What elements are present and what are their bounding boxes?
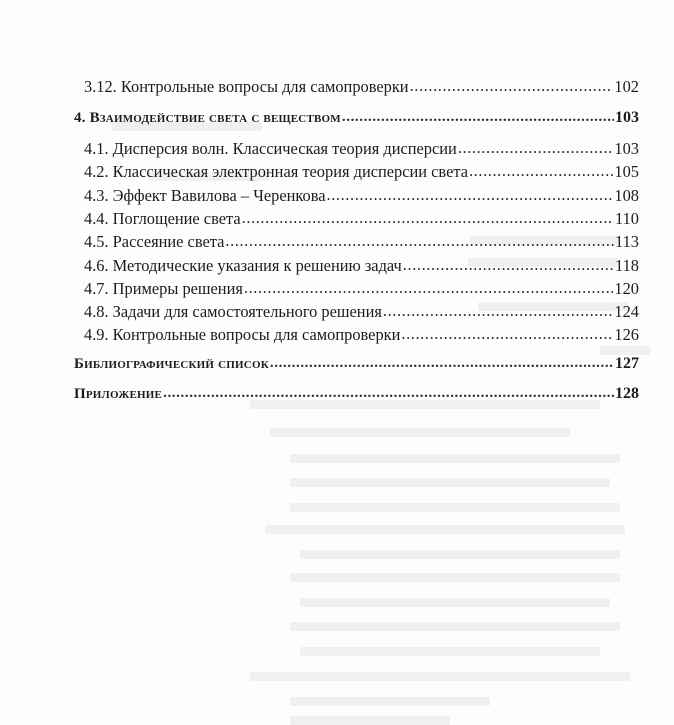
toc-entry-4-9[interactable] (84, 325, 639, 345)
toc-entry-4-8[interactable] (84, 302, 639, 322)
toc-entry-4-5[interactable] (84, 232, 639, 252)
toc-leader-dots (410, 76, 614, 96)
toc-entry-3-12[interactable] (84, 77, 639, 97)
toc-entry-page: 118 (615, 256, 639, 275)
toc-chapter-4[interactable] (74, 108, 639, 128)
toc-entry-page: 124 (614, 302, 639, 321)
toc-chapter-page: 103 (615, 109, 639, 126)
toc-chapter-page: 128 (615, 385, 639, 402)
toc-entry-page: 103 (614, 139, 639, 158)
toc-entry-4-1[interactable] (84, 139, 639, 159)
toc-entry-4-3[interactable] (84, 186, 639, 206)
toc-entry-title: 4.9. Контрольные вопросы для самопроверки (84, 325, 401, 344)
toc-entry-title: 3.12. Контрольные вопросы для самопроверки (84, 77, 409, 96)
toc-leader-dots (270, 353, 614, 373)
toc-entry-4-4[interactable] (84, 209, 639, 229)
toc-entry-title: 4.5. Рассеяние света (84, 232, 225, 251)
toc-entry-title: 4.4. Поглощение света (84, 209, 241, 228)
toc-leader-dots (401, 324, 613, 344)
toc-leader-dots (242, 208, 614, 228)
toc-entry-title: 4.3. Эффект Вавилова – Черенкова (84, 186, 326, 205)
toc-bibliography[interactable] (74, 354, 639, 374)
toc-entry-title: 4.2. Классическая электронная теория дисперсии света (84, 162, 468, 181)
toc-leader-dots (458, 138, 614, 158)
toc-leader-dots (225, 231, 614, 251)
toc-entry-page: 102 (614, 77, 639, 96)
toc-appendix[interactable] (74, 384, 639, 404)
toc-entry-page: 126 (614, 325, 639, 344)
toc-entry-page: 120 (614, 279, 639, 298)
toc-leader-dots (469, 161, 613, 181)
toc-entry-title: 4.1. Дисперсия волн. Классическая теория дисперсии (84, 139, 457, 158)
toc-chapter-title: Библиографический список (74, 356, 269, 372)
toc-entry-title: 4.6. Методические указания к решению задач (84, 256, 402, 275)
toc-leader-dots (342, 107, 614, 127)
toc-leader-dots (163, 383, 614, 403)
toc-chapter-title: 4. Взаимодействие света с веществом (74, 110, 341, 126)
toc-entry-page: 105 (614, 162, 639, 181)
toc-entry-4-2[interactable] (84, 162, 639, 182)
toc-entry-4-7[interactable] (84, 279, 639, 299)
toc-chapter-title: Приложение (74, 386, 163, 402)
toc-leader-dots (327, 185, 614, 205)
toc-entry-page: 108 (614, 186, 639, 205)
toc-entry-title: 4.7. Примеры решения (84, 279, 243, 298)
toc-leader-dots (244, 278, 614, 298)
toc-entry-page: 113 (615, 232, 639, 251)
toc-entry-4-6[interactable] (84, 256, 639, 276)
toc-entry-title: 4.8. Задачи для самостоятельного решения (84, 302, 382, 321)
toc-leader-dots (403, 255, 614, 275)
toc-chapter-page: 127 (615, 355, 639, 372)
toc-entry-page: 110 (615, 209, 639, 228)
toc-leader-dots (383, 301, 614, 321)
